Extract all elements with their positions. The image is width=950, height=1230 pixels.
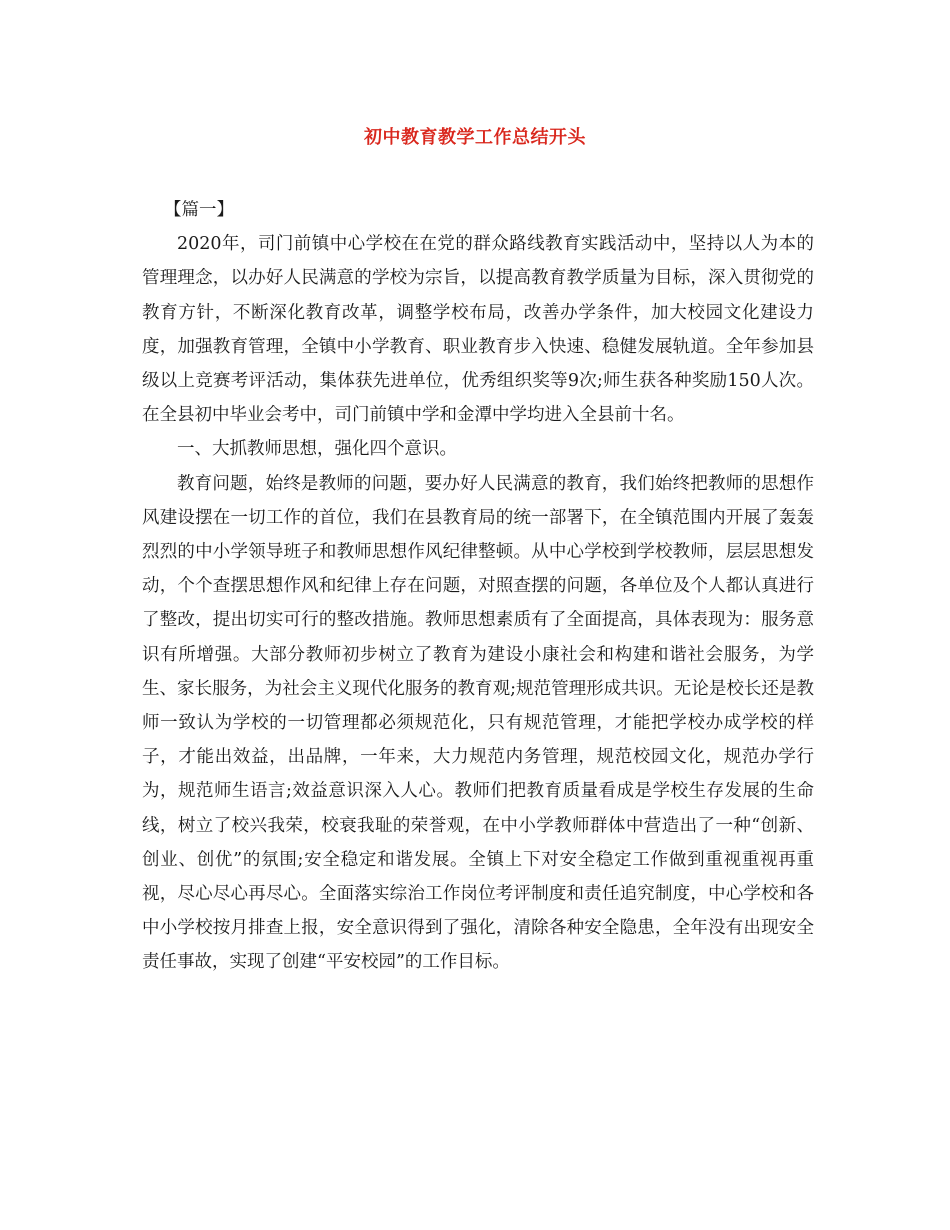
document-title: 初中教育教学工作总结开头 [364, 127, 586, 148]
document-body [142, 193, 814, 980]
paragraph-teacher-thought: 教育问题，始终是教师的问题，要办好人民满意的教育，我们始终把教师的思想作风建设摆在一切工作的首位，我们在县教育局的统一部署下，在全镇范围内开展了轰轰烈烈的中小学领导班子和教师思想作风纪律整顿。从中心学校到学校教师，层层思想发动，个个查摆思想作风和纪律上存在问题，对照查摆的问题，各单位及个人都认真进行了整改，提出切实可行的整改措施。教师思想素质有了全面提高，具体表现为：服务意识有所增强。大部分教师初步树立了教育为建设小康社会和构建和谐社会服务，为学生、家长服务，为社会主义现代化服务的教育观;规范管理形成共识。无论是校长还是教师一致认为学校的一切管理都必须规范化，只有规范管理，才能把学校办成学校的样子，才能出效益，出品牌，一年来，大力规范内务管理，规范校园文化，规范办学行为，规范师生语言;效益意识深入人心。教师们把教育质量看成是学校生存发展的生命线，树立了校兴我荣，校衰我耻的荣誉观，在中小学教师群体中营造出了一种“创新、创业、创优”的氛围;安全稳定和谐发展。全镇上下对安全稳定工作做到重视重视再重视，尽心尽心再尽心。全面落实综治工作岗位考评制度和责任追究制度，中心学校和各中小学校按月排查上报，安全意识得到了强化，清除各种安全隐患，全年没有出现安全责任事故，实现了创建“平安校园”的工作目标。 [142, 473, 814, 973]
paragraph-intro: 2020年，司门前镇中心学校在在党的群众路线教育实践活动中，坚持以人为本的管理理念，以办好人民满意的学校为宗旨，以提高教育教学质量为目标，深入贯彻党的教育方针，不断深化教育改革，调整学校布局，改善办学条件，加大校园文化建设力度，加强教育管理，全镇中小学教育、职业教育步入快速、稳健发展轨道。全年参加县级以上竞赛考评活动，集体获先进单位，优秀组织奖等9次;师生获各种奖励150人次。在全县初中毕业会考中，司门前镇中学和金潭中学均进入全县前十名。 [142, 234, 814, 426]
section-heading: 一、大抓教师思想，强化四个意识。 [177, 439, 457, 460]
section-label: 【篇一】 [164, 200, 234, 220]
